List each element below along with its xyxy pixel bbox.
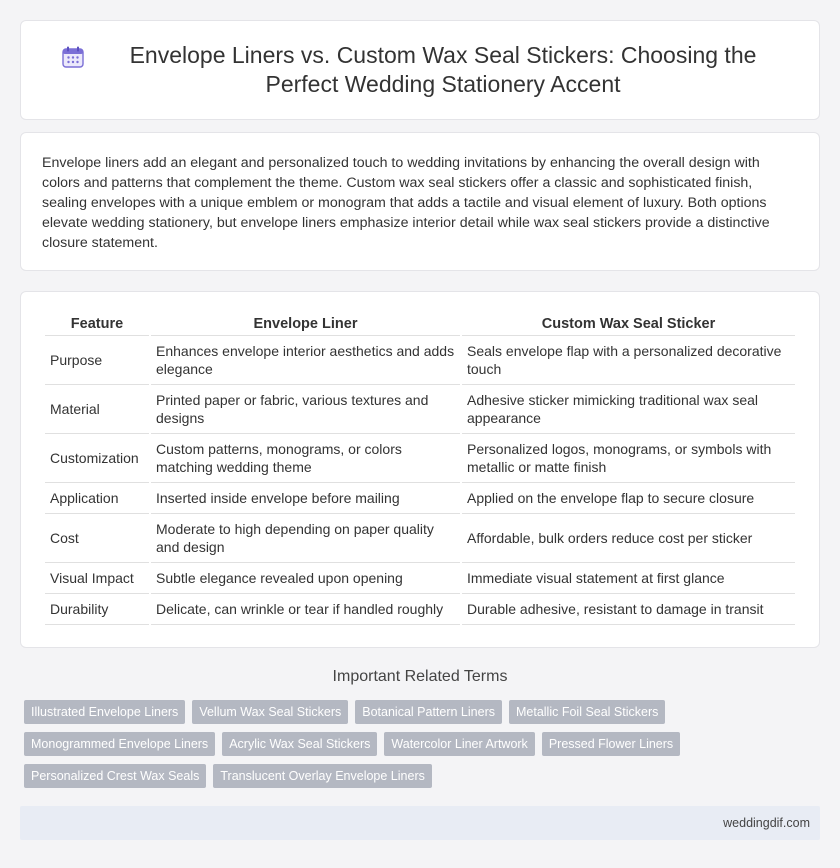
tag-personalized-crest-wax-seals[interactable]: Personalized Crest Wax Seals [24, 764, 206, 788]
table-row [45, 336, 795, 385]
row-feature: Application [45, 483, 149, 514]
intro-card [20, 132, 820, 271]
row-sticker: Seals envelope flap with a personalized decorative touch [462, 336, 795, 385]
row-liner: Custom patterns, monograms, or colors matching wedding theme [151, 434, 460, 483]
row-liner: Inserted inside envelope before mailing [151, 483, 460, 514]
header-wax-seal-sticker: Custom Wax Seal Sticker [462, 312, 795, 336]
related-terms-title: Important Related Terms [332, 668, 508, 685]
table-row [45, 483, 795, 514]
calendar-icon [61, 45, 85, 69]
row-sticker: Personalized logos, monograms, or symbols with metallic or matte finish [462, 434, 795, 483]
tag-vellum-wax-seal-stickers[interactable]: Vellum Wax Seal Stickers [192, 700, 348, 724]
related-terms-section [20, 668, 820, 796]
tag-illustrated-envelope-liners[interactable]: Illustrated Envelope Liners [24, 700, 185, 724]
row-sticker: Immediate visual statement at first glance [462, 563, 795, 594]
tag-watercolor-liner-artwork[interactable]: Watercolor Liner Artwork [384, 732, 534, 756]
table-row [45, 434, 795, 483]
tag-translucent-overlay-envelope-liners[interactable]: Translucent Overlay Envelope Liners [213, 764, 432, 788]
row-feature: Visual Impact [45, 563, 149, 594]
row-liner: Printed paper or fabric, various textures and designs [151, 385, 460, 434]
tag-metallic-foil-seal-stickers[interactable]: Metallic Foil Seal Stickers [509, 700, 665, 724]
row-sticker: Affordable, bulk orders reduce cost per sticker [462, 514, 795, 563]
comparison-table [43, 312, 797, 625]
tag-monogrammed-envelope-liners[interactable]: Monogrammed Envelope Liners [24, 732, 215, 756]
header-feature: Feature [45, 312, 149, 336]
table-row [45, 594, 795, 625]
tag-botanical-pattern-liners[interactable]: Botanical Pattern Liners [355, 700, 502, 724]
row-sticker: Applied on the envelope flap to secure closure [462, 483, 795, 514]
row-feature: Customization [45, 434, 149, 483]
table-row [45, 514, 795, 563]
tag-pressed-flower-liners[interactable]: Pressed Flower Liners [542, 732, 680, 756]
page-title: Envelope Liners vs. Custom Wax Seal Stickers: Choosing the Perfect Wedding Stationery Accent [129, 42, 757, 97]
row-sticker: Adhesive sticker mimicking traditional wax seal appearance [462, 385, 795, 434]
table-row [45, 385, 795, 434]
header-card [20, 20, 820, 120]
row-feature: Material [45, 385, 149, 434]
row-sticker: Durable adhesive, resistant to damage in transit [462, 594, 795, 625]
row-liner: Enhances envelope interior aesthetics and adds elegance [151, 336, 460, 385]
header-envelope-liner: Envelope Liner [151, 312, 460, 336]
title-wrap [61, 41, 779, 99]
row-liner: Delicate, can wrinkle or tear if handled roughly [151, 594, 460, 625]
comparison-table-card [20, 291, 820, 648]
intro-text: Envelope liners add an elegant and personalized touch to wedding invitations by enhancing the overall design with colors and patterns that complement the theme. Custom wax seal stickers offer a classic and sophisticated finish, sealing envelopes with a unique emblem or monogram that adds a tactile and visual element of luxury. Both options elevate wedding stationery, but envelope liners emphasize interior detail while wax seal stickers provide a distinctive closure statement. [42, 155, 770, 251]
footer-site[interactable]: weddingdif.com [723, 816, 810, 830]
row-feature: Cost [45, 514, 149, 563]
row-feature: Purpose [45, 336, 149, 385]
table-header-row [45, 312, 795, 336]
related-tags [20, 700, 820, 796]
row-feature: Durability [45, 594, 149, 625]
row-liner: Subtle elegance revealed upon opening [151, 563, 460, 594]
footer [20, 806, 820, 840]
row-liner: Moderate to high depending on paper quality and design [151, 514, 460, 563]
table-row [45, 563, 795, 594]
tag-acrylic-wax-seal-stickers[interactable]: Acrylic Wax Seal Stickers [222, 732, 377, 756]
